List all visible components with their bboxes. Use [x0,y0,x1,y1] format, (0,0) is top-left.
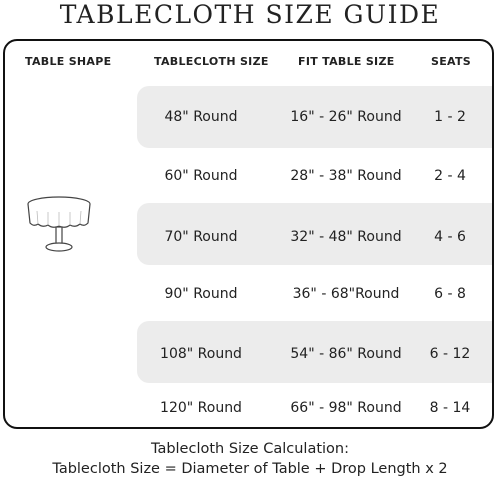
fit-size-cell: 32" - 48" Round [290,229,402,245]
calculation-formula: Tablecloth Size = Diameter of Table + Drop Length x 2 [52,461,448,477]
calculation-heading: Tablecloth Size Calculation: [150,441,349,457]
seats-cell: 4 - 6 [434,229,466,245]
table-row [5,161,494,191]
seats-cell: 2 - 4 [434,168,466,184]
seats-cell: 1 - 2 [434,109,466,125]
tablecloth-size-cell: 120" Round [160,400,242,416]
tablecloth-size-cell: 48" Round [164,109,238,125]
fit-size-cell: 36" - 68"Round [292,286,400,302]
table-row [5,339,494,369]
seats-cell: 8 - 14 [429,400,471,416]
round-table-icon [24,193,94,259]
tablecloth-size-cell: 70" Round [164,229,238,245]
tablecloth-size-cell: 90" Round [164,286,238,302]
seats-cell: 6 - 8 [434,286,466,302]
seats-cell: 6 - 12 [429,346,471,362]
fit-size-cell: 28" - 38" Round [290,168,402,184]
fit-size-cell: 54" - 86" Round [290,346,402,362]
fit-size-cell: 66" - 98" Round [290,400,402,416]
header-table-shape: TABLE SHAPE [25,55,112,68]
header-tablecloth-size: TABLECLOTH SIZE [154,55,269,68]
header-fit-table-size: FIT TABLE SIZE [298,55,395,68]
header-seats: SEATS [431,55,472,68]
fit-size-cell: 16" - 26" Round [290,109,402,125]
table-row [5,279,494,309]
tablecloth-size-cell: 60" Round [164,168,238,184]
table-row [5,102,494,132]
tablecloth-size-cell: 108" Round [160,346,242,362]
table-row [5,393,494,423]
page-title: TABLECLOTH SIZE GUIDE [59,0,441,29]
